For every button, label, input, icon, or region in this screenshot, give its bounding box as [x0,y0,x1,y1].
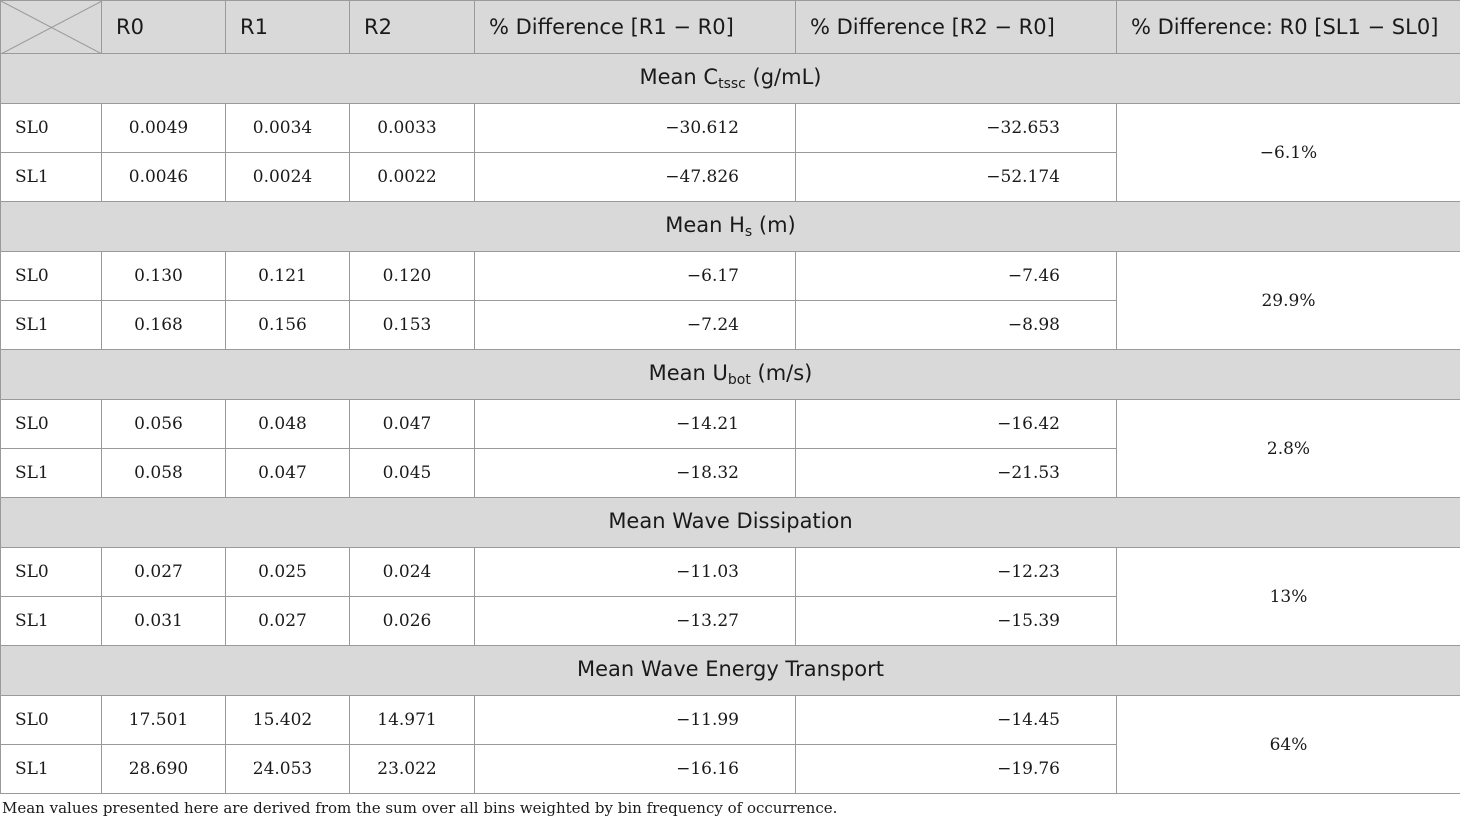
table-row [1,696,1460,745]
header-row [1,1,1460,54]
section-title: Mean $U_{bot}$ (m/s) [1,350,1460,400]
cell-r1: 15.402 [226,696,350,745]
row-label: SL1 [1,745,102,794]
section-header-row [1,498,1460,548]
section-header-row [1,202,1460,252]
cell-diff-r1: −47.826 [475,153,796,202]
cell-diff-r2: −15.39 [796,597,1117,646]
cell-diff-r2: −19.76 [796,745,1117,794]
column-header-r0: R0 [102,1,226,54]
cell-diff-r1: −18.32 [475,449,796,498]
cell-diff-r2: −21.53 [796,449,1117,498]
diagonal-cross-icon [1,1,102,54]
cell-r1: 0.156 [226,301,350,350]
cell-r0: 0.168 [102,301,226,350]
cell-diff-sl: 29.9% [1117,252,1460,350]
section-header-row [1,646,1460,696]
cell-r2: 0.120 [350,252,475,301]
cell-r0: 0.031 [102,597,226,646]
cell-r2: 0.045 [350,449,475,498]
cell-diff-r2: −14.45 [796,696,1117,745]
row-label: SL0 [1,104,102,153]
cell-r2: 0.026 [350,597,475,646]
cell-r1: 0.0034 [226,104,350,153]
cell-diff-sl: 13% [1117,548,1460,646]
cell-diff-r1: −11.03 [475,548,796,597]
cell-r0: 0.056 [102,400,226,449]
cell-r1: 0.121 [226,252,350,301]
cell-r0: 28.690 [102,745,226,794]
cell-diff-r2: −52.174 [796,153,1117,202]
cell-diff-r2: −32.653 [796,104,1117,153]
cell-diff-r2: −8.98 [796,301,1117,350]
table-row [1,104,1460,153]
cell-r2: 0.047 [350,400,475,449]
cell-diff-r2: −7.46 [796,252,1117,301]
section-header-row [1,350,1460,400]
cell-r1: 0.0024 [226,153,350,202]
cell-diff-r2: −16.42 [796,400,1117,449]
section-title: Mean $H_s$ (m) [1,202,1460,252]
cell-r2: 23.022 [350,745,475,794]
cell-diff-sl: 64% [1117,696,1460,794]
table-row [1,548,1460,597]
column-header-r1: R1 [226,1,350,54]
cell-diff-r1: −11.99 [475,696,796,745]
section-title: Mean $C_{tssc}$ (g/mL) [1,54,1460,104]
table-footnote: Mean values presented here are derived from the sum over all bins weighted by bin frequency of occurrence. [2,799,838,817]
cell-diff-r2: −12.23 [796,548,1117,597]
section-header-row [1,54,1460,104]
column-header-r2: R2 [350,1,475,54]
cell-r2: 0.0022 [350,153,475,202]
section-title: Mean Wave Dissipation [1,498,1460,548]
cell-r0: 0.130 [102,252,226,301]
column-header-diff-r2-r0: % Difference [R2 − R0] [796,1,1117,54]
column-header-diff-r1-r0: % Difference [R1 − R0] [475,1,796,54]
cell-r1: 0.027 [226,597,350,646]
column-header-diff-sl: % Difference: R0 [SL1 − SL0] [1117,1,1460,54]
cell-r1: 0.025 [226,548,350,597]
cell-r0: 0.0046 [102,153,226,202]
cell-diff-r1: −6.17 [475,252,796,301]
cell-diff-sl: 2.8% [1117,400,1460,498]
cell-r0: 0.058 [102,449,226,498]
cell-r2: 14.971 [350,696,475,745]
cell-diff-r1: −7.24 [475,301,796,350]
corner-cell [1,1,102,54]
row-label: SL1 [1,449,102,498]
table-row [1,400,1460,449]
cell-r1: 0.047 [226,449,350,498]
cell-diff-r1: −30.612 [475,104,796,153]
table-row [1,252,1460,301]
cell-r0: 17.501 [102,696,226,745]
row-label: SL1 [1,597,102,646]
cell-diff-r1: −14.21 [475,400,796,449]
cell-r1: 24.053 [226,745,350,794]
cell-r2: 0.153 [350,301,475,350]
section-title: Mean Wave Energy Transport [1,646,1460,696]
cell-diff-r1: −16.16 [475,745,796,794]
row-label: SL0 [1,252,102,301]
cell-diff-r1: −13.27 [475,597,796,646]
cell-r0: 0.0049 [102,104,226,153]
cell-diff-sl: −6.1% [1117,104,1460,202]
row-label: SL1 [1,153,102,202]
cell-r2: 0.0033 [350,104,475,153]
cell-r2: 0.024 [350,548,475,597]
row-label: SL0 [1,548,102,597]
row-label: SL0 [1,696,102,745]
row-label: SL0 [1,400,102,449]
cell-r0: 0.027 [102,548,226,597]
row-label: SL1 [1,301,102,350]
cell-r1: 0.048 [226,400,350,449]
